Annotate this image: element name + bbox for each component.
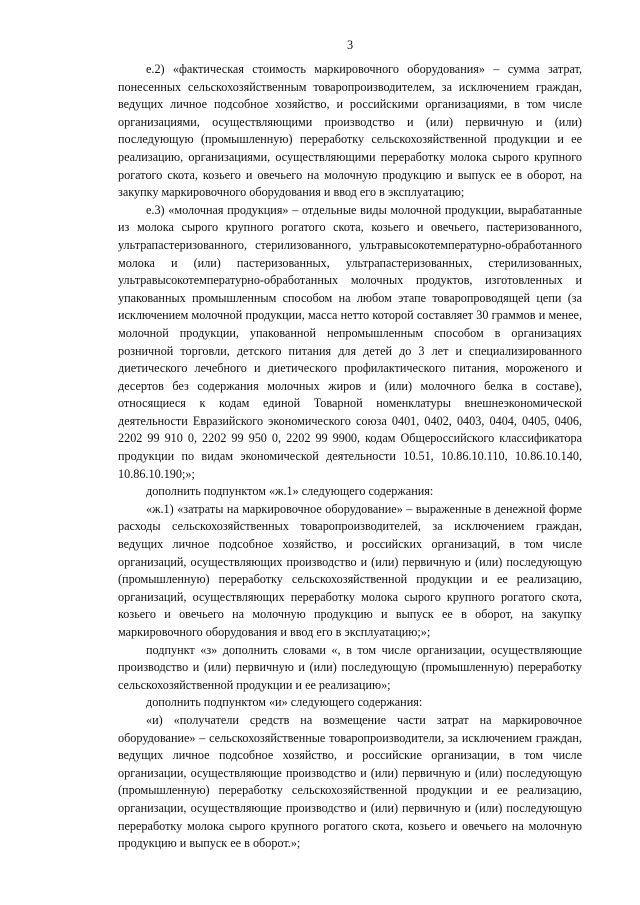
page-number: 3 — [346, 38, 354, 52]
paragraph-e2: е.2) «фактическая стоимость маркировочного оборудования» – сумма затрат, понесенных сельскохозяйственным товаропроизводителем, за исключением граждан, ведущих личное подсобное хозяйство, и российскими организациями, в том числе организациями, осуществляющими производство и (или) первичную и (или) последующую (промышленную) переработку сельскохозяйственной продукции и ее реализацию, организациями, осуществляющими переработку молока сырого крупного рогатого скота, козьего и овечьего на молочную продукцию и выпуск ее в оборот, на закупку маркировочного оборудования и ввод его в эксплуатацию; — [118, 62, 582, 200]
paragraph-add-i-intro: дополнить подпунктом «и» следующего содержания: — [146, 695, 423, 710]
paragraph-e3: е.3) «молочная продукция» – отдельные виды молочной продукции, вырабатанные из молока сырого крупного рогатого скота, козьего и овечьего, пастеризованного, ультрапастеризованного, стерилизованного, ультравысокотемпературно-обработанного молока и (или) пастеризованных, ультрапастеризованных, стерилизованных, ультравысокотемпературно-обработанных молочных продуктов, изготовленных и упакованных промышленным способом на любом этапе товаропроводящей цепи (за исключением молочной продукции, масса нетто которой составляет 30 граммов и менее, молочной продукции, упакованной непромышленным способом в организациях розничной торговли, детского питания для детей до 3 лет и специализированного диетического лечебного и диетического профилактического питания, мороженого и десертов без содержания молочных жиров и (или) молочного белка в составе), относящиеся к кодам единой Товарной номенклатуры внешнеэкономической деятельности Евразийского экономического союза 0401, 0402, 0403, 0404, 0405, 0406, 2202 99 910 0, 2202 99 950 0, 2202 99 9900, кодам Общероссийского классификатора продукции по видам экономической деятельности 10.51, 10.86.10.110, 10.86.10.140, 10.86.10.190;»; — [118, 202, 582, 481]
paragraph-z-amendment: подпункт «з» дополнить словами «, в том числе организации, осуществляющие производство и (или) первичную и (или) последующую (промышленную) переработку сельскохозяйственной продукции и ее реализацию»; — [118, 642, 582, 692]
paragraph-zh1: «ж.1) «затраты на маркировочное оборудование» – выраженные в денежной форме расходы сельскохозяйственных товаропроизводителей, за исключением граждан, ведущих личное подсобное хозяйство, и российских организаций, в том числе организаций, осуществляющих производство и (или) первичную и (или) последующую (промышленную) переработку сельскохозяйственной продукции и ее реализацию, организаций, осуществляющих переработку молока сырого крупного рогатого скота, козьего и овечьего на молочную продукцию и выпуск ее в оборот, на закупку маркировочного оборудования и ввод его в эксплуатацию;»; — [118, 501, 582, 639]
paragraph-i: «и) «получатели средств на возмещение части затрат на маркировочное оборудование» – сельскохозяйственные товаропроизводители, за исключением граждан, ведущих личное подсобное хозяйство, и российские организации, в том числе организации, осуществляющие производство и (или) первичную и (или) последующую (промышленную) переработку сельскохозяйственной продукции и ее реализацию, организации, осуществляющие производство и (или) первичную и (или) последующую переработку молока сырого крупного рогатого скота, козьего и овечьего на молочную продукцию и выпуск ее в оборот.»; — [118, 712, 582, 851]
paragraph-add-zh1-intro: дополнить подпунктом «ж.1» следующего содержания: — [146, 484, 434, 499]
